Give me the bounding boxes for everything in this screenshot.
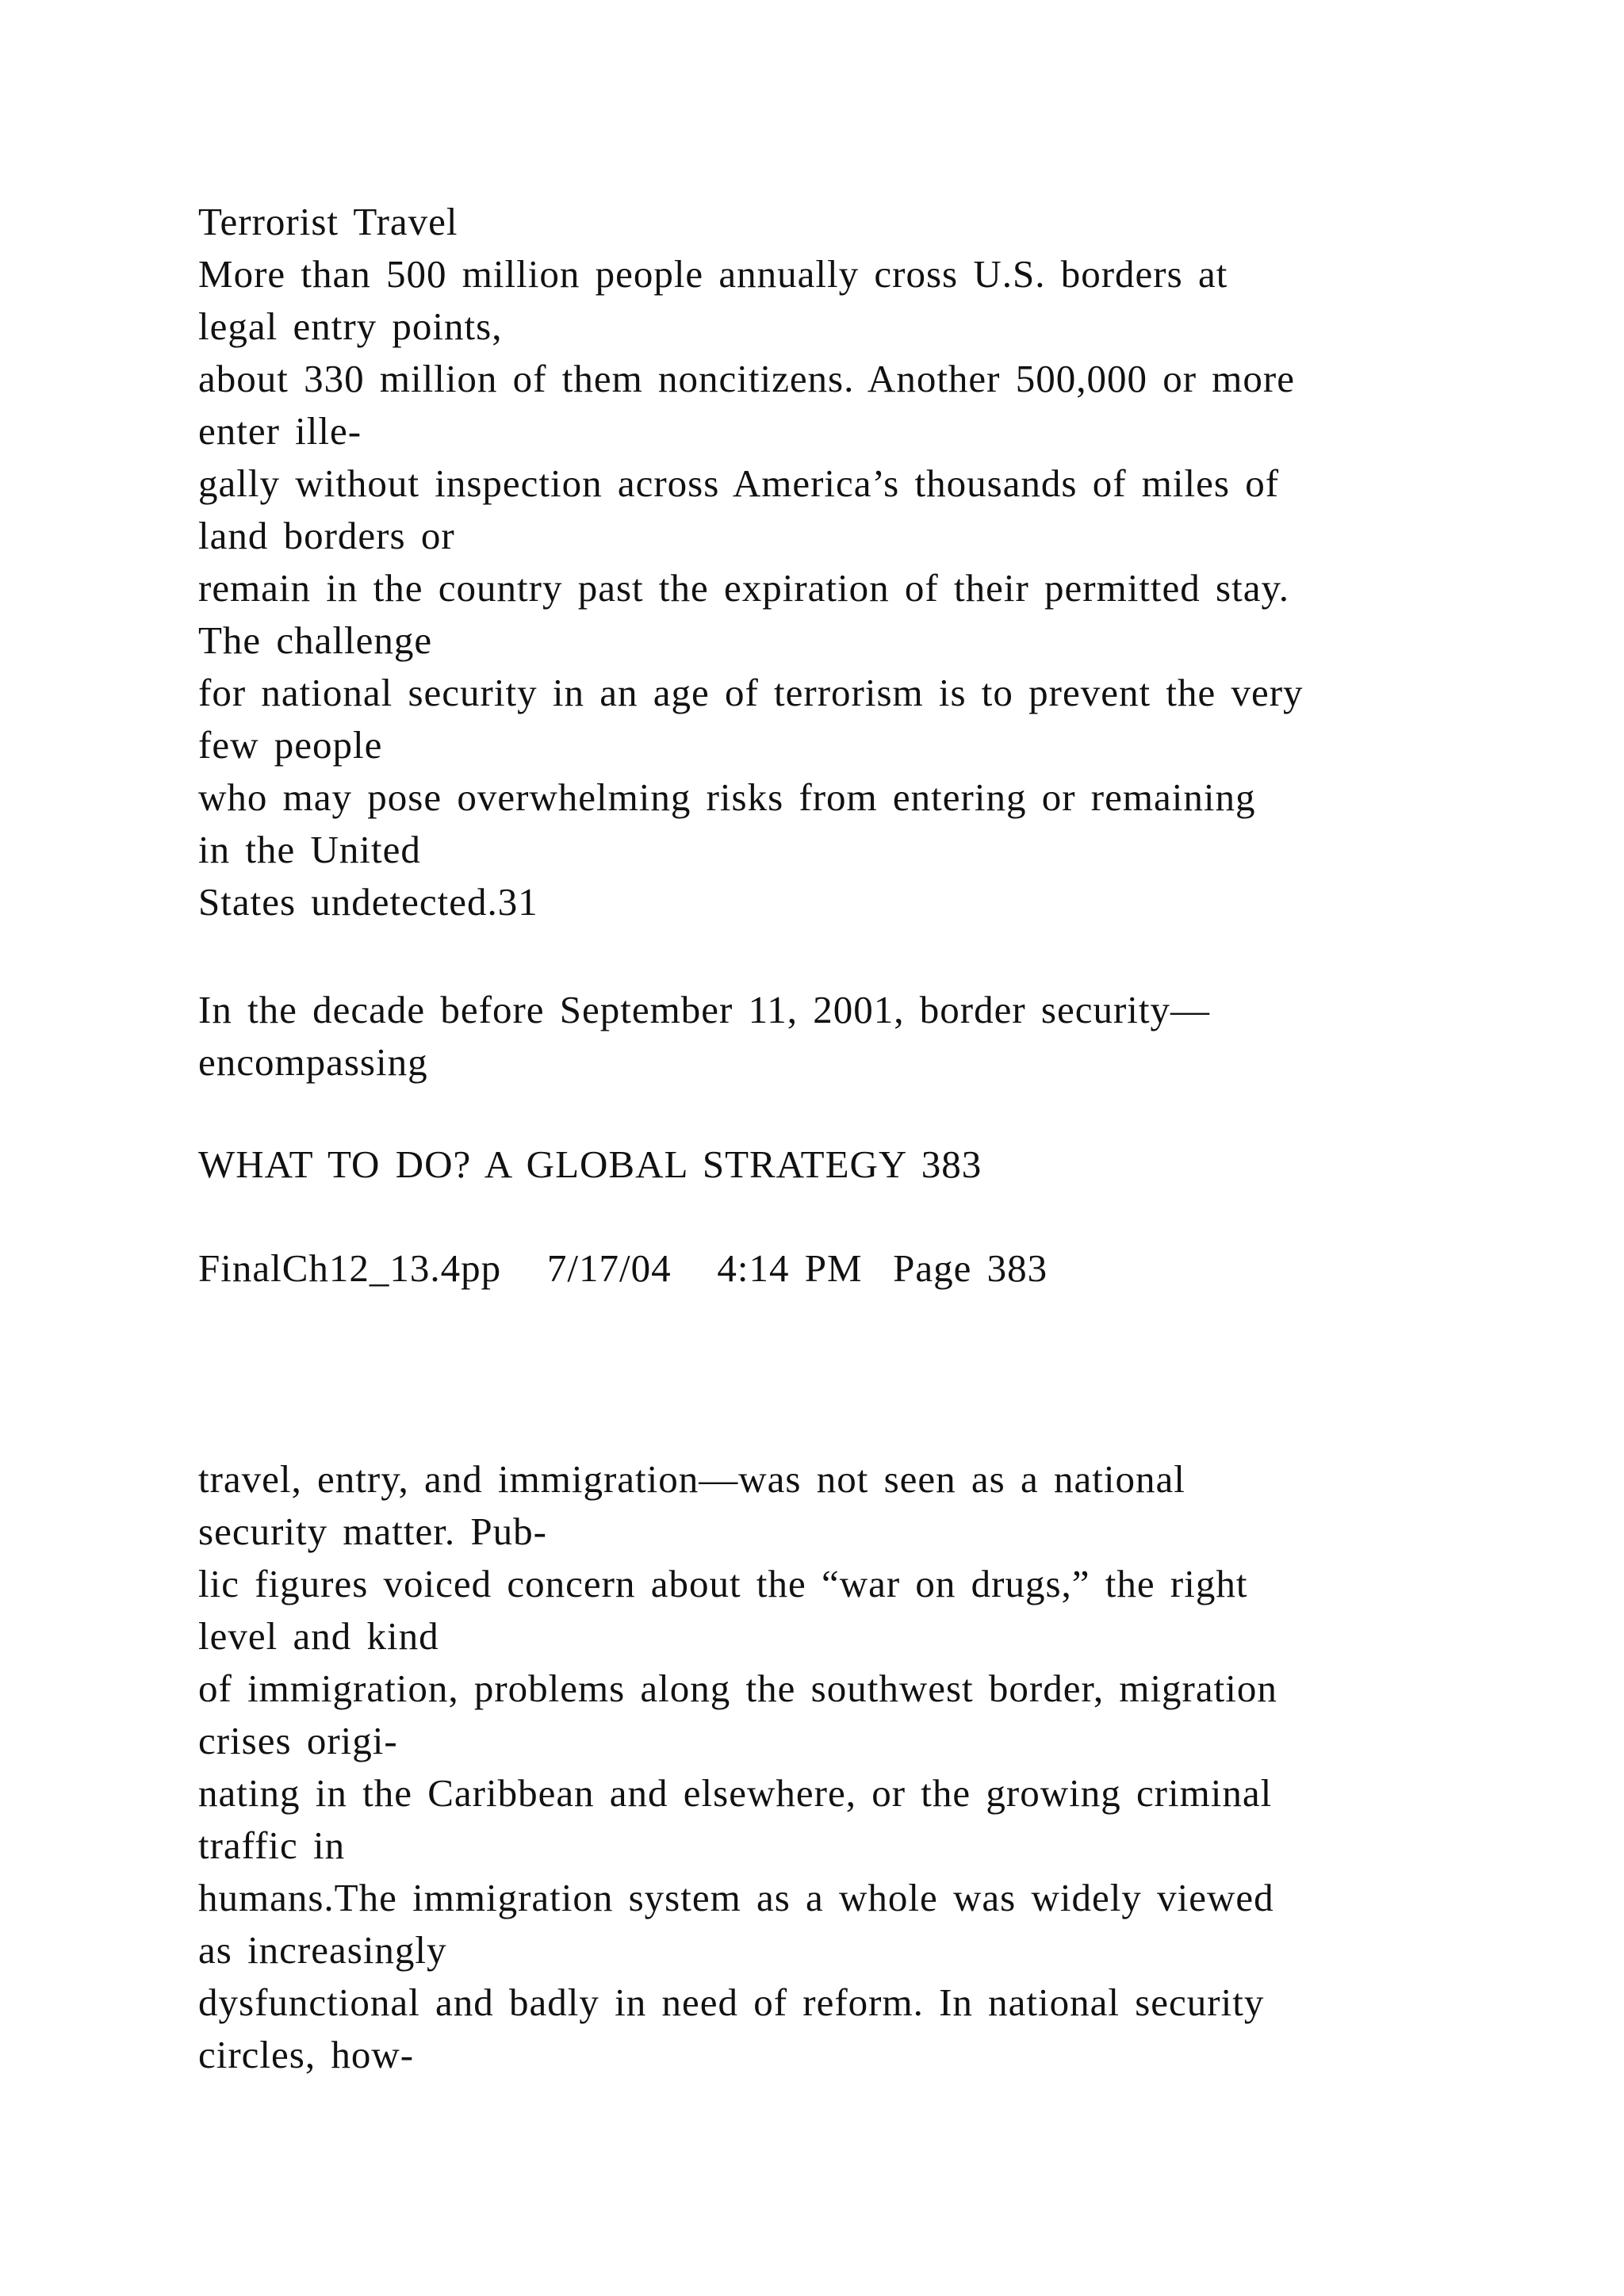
text-line: level and kind <box>198 1614 439 1658</box>
section-heading: Terrorist Travel <box>198 200 458 243</box>
footer-title-page-number: WHAT TO DO? A GLOBAL STRATEGY 383 <box>198 1142 982 1186</box>
text-line: who may pose overwhelming risks from entering or remaining <box>198 775 1256 819</box>
text-line: circles, how- <box>198 2033 415 2076</box>
text-line: land borders or <box>198 514 455 557</box>
text-line: The challenge <box>198 618 433 662</box>
text-line: of immigration, problems along the southwest border, migration <box>198 1667 1277 1710</box>
text-line: traffic in <box>198 1823 346 1867</box>
running-footer <box>198 1138 1546 1191</box>
text-line: States undetected.31 <box>198 880 538 924</box>
text-line: remain in the country past the expiration of their permitted stay. <box>198 566 1290 610</box>
file-slug-line: FinalCh12_13.4pp 7/17/04 4:14 PM Page 383 <box>198 1246 1048 1290</box>
text-block-terrorist-travel <box>198 196 1546 928</box>
text-line: for national security in an age of terrorism is to prevent the very <box>198 671 1304 714</box>
text-line: legal entry points, <box>198 304 503 348</box>
text-block-border-security <box>198 984 1546 1089</box>
text-line: crises origi- <box>198 1719 398 1762</box>
text-line: More than 500 million people annually cross U.S. borders at <box>198 252 1228 296</box>
text-line: encompassing <box>198 1040 428 1084</box>
text-line: gally without inspection across America’s thousands of miles of <box>198 461 1280 505</box>
text-block-immigration <box>198 1453 1546 2081</box>
text-line: travel, entry, and immigration—was not seen as a national <box>198 1457 1185 1501</box>
text-line: as increasingly <box>198 1928 447 1972</box>
text-line: in the United <box>198 828 421 871</box>
text-line: nating in the Caribbean and elsewhere, or the growing criminal <box>198 1771 1273 1815</box>
text-line: dysfunctional and badly in need of reform. In national security <box>198 1980 1265 2024</box>
text-line: about 330 million of them noncitizens. Another 500,000 or more <box>198 357 1295 400</box>
text-line: security matter. Pub- <box>198 1510 547 1553</box>
text-line: lic figures voiced concern about the “war on drugs,” the right <box>198 1562 1248 1605</box>
text-line: In the decade before September 11, 2001, border security— <box>198 988 1211 1031</box>
text-line: few people <box>198 723 383 767</box>
text-line: enter ille- <box>198 409 362 453</box>
text-line: humans.The immigration system as a whole was widely viewed <box>198 1876 1274 1919</box>
print-slug <box>198 1242 1546 1295</box>
